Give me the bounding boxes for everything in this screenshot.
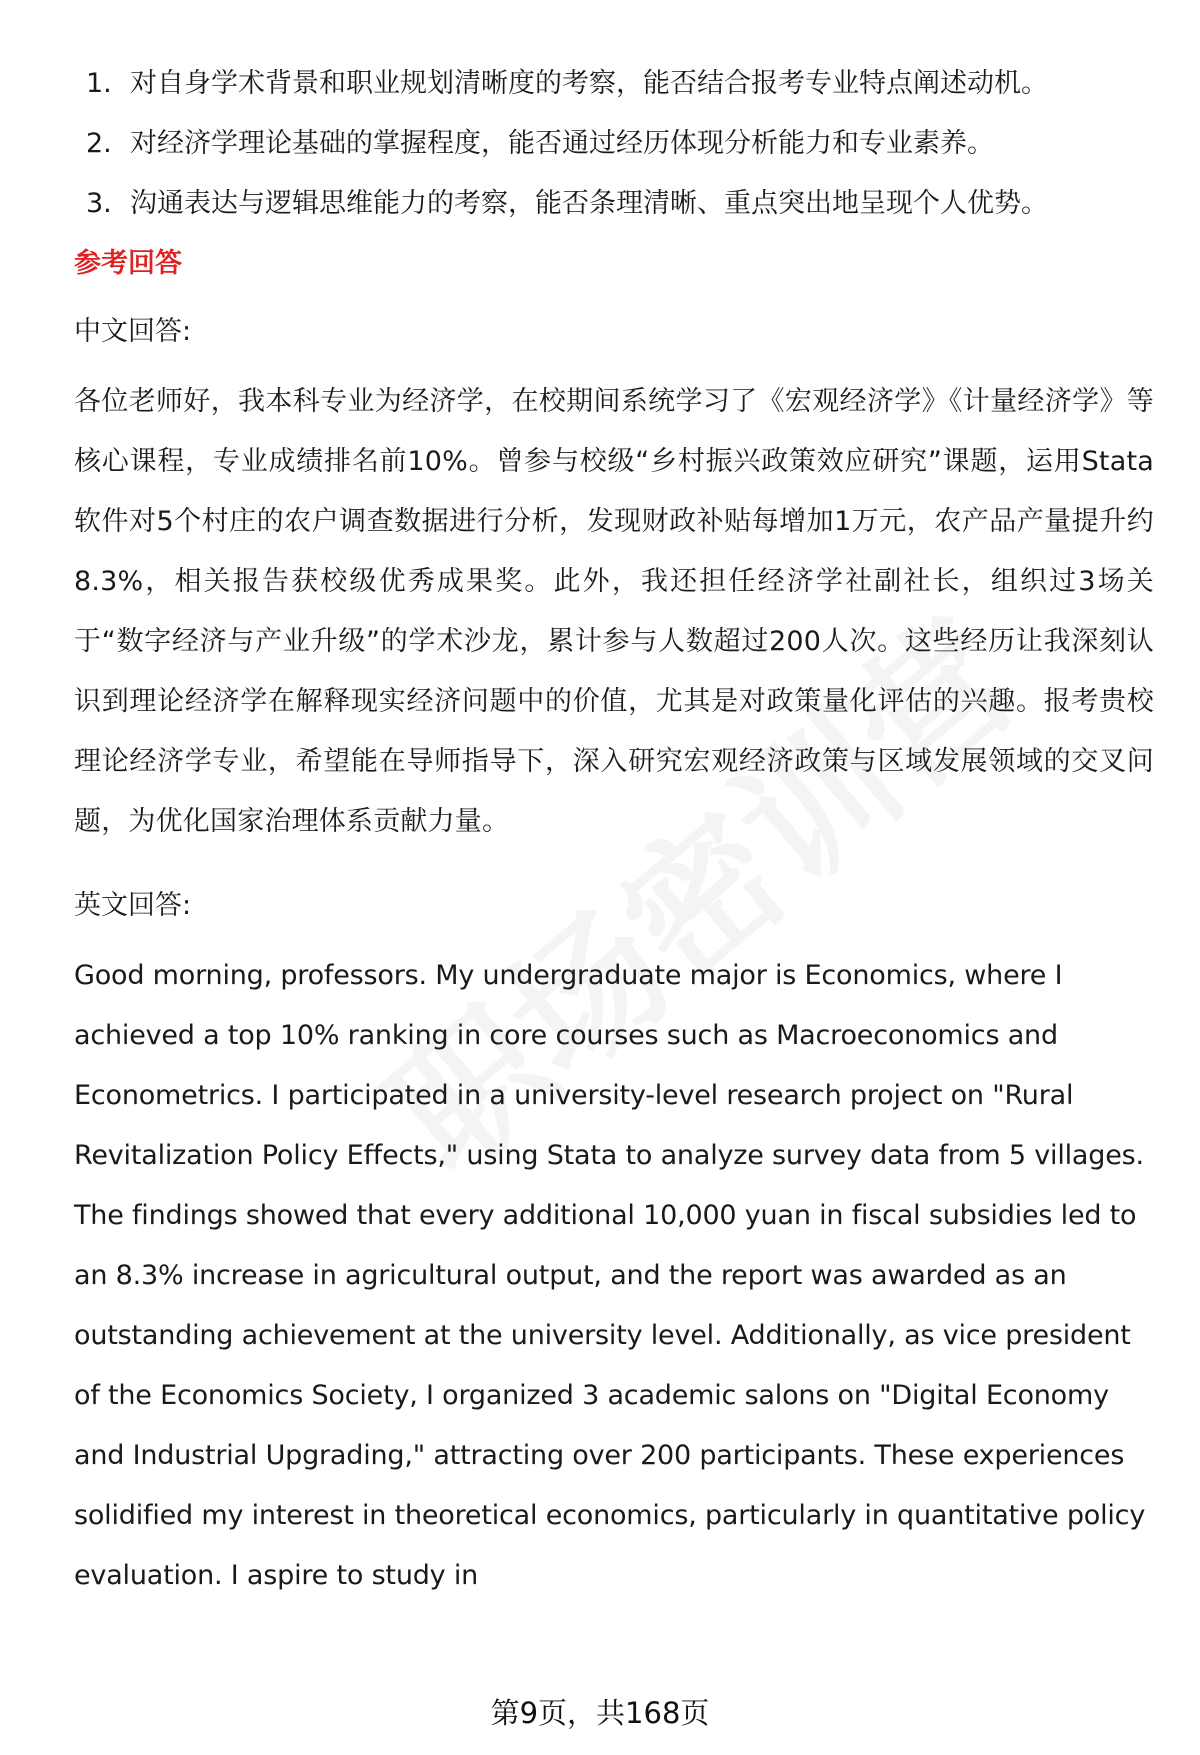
page-number-footer: 第9页，共168页 [490, 1696, 710, 1730]
list-text: 对自身学术背景和职业规划清晰度的考察，能否结合报考专业特点阐述动机。 [130, 68, 1048, 99]
list-item [74, 64, 1154, 104]
list-item [74, 124, 1154, 164]
list-number: 1. [86, 68, 112, 99]
list-text: 对经济学理论基础的掌握程度，能否通过经历体现分析能力和专业素养。 [130, 128, 994, 159]
chinese-answer-text: 各位老师好，我本科专业为经济学，在校期间系统学习了《宏观经济学》《计量经济学》等核心课程，专业成绩排名前10%。曾参与校级“乡村振兴政策效应研究”课题，运用Stata软件对5个村庄的农户调查数据进行分析，发现财政补贴每增加1万元，农产品产量提升约8.3%，相关报告获校级优秀成果奖。此外，我还担任经济学社副社长，组织过3场关于“数字经济与产业升级”的学术沙龙，累计参与人数超过200人次。这些经历让我深刻认识到理论经济学在解释现实经济问题中的价值，尤其是对政策量化评估的兴趣。报考贵校理论经济学专业，希望能在导师指导下，深入研究宏观经济政策与区域发展领域的交叉问题，为优化国家治理体系贡献力量。 [74, 386, 1154, 837]
english-answer-label: 英文回答: [74, 890, 192, 921]
chinese-answer-label: 中文回答: [74, 316, 192, 347]
english-answer-text: Good morning, professors. My undergraduate major is Economics, where I achieved a top 10% ranking in core courses such as Macroeconomics and Econometrics. I participated in a university-level research project on "Rural Revitalization Policy Effects," using Stata to analyze survey data from 5 villages. The findings showed that every additional 10,000 yuan in fiscal subsidies led to an 8.3% increase in agricultural output, and the report was awarded as an outstanding achievement at the university level. Additionally, as vice president of the Economics Society, I organized 3 academic salons on "Digital Economy and Industrial Upgrading," attracting over 200 participants. These experiences solidified my interest in theoretical economics, particularly in quantitative policy evaluation. I aspire to study in [74, 960, 1146, 1591]
page-content [74, 64, 1154, 1606]
reference-answer-heading: 参考回答 [74, 248, 182, 279]
list-number: 3. [86, 188, 112, 219]
list-item [74, 184, 1154, 224]
list-text: 沟通表达与逻辑思维能力的考察，能否条理清晰、重点突出地呈现个人优势。 [130, 188, 1048, 219]
list-number: 2. [86, 128, 112, 159]
criteria-list [74, 64, 1154, 224]
